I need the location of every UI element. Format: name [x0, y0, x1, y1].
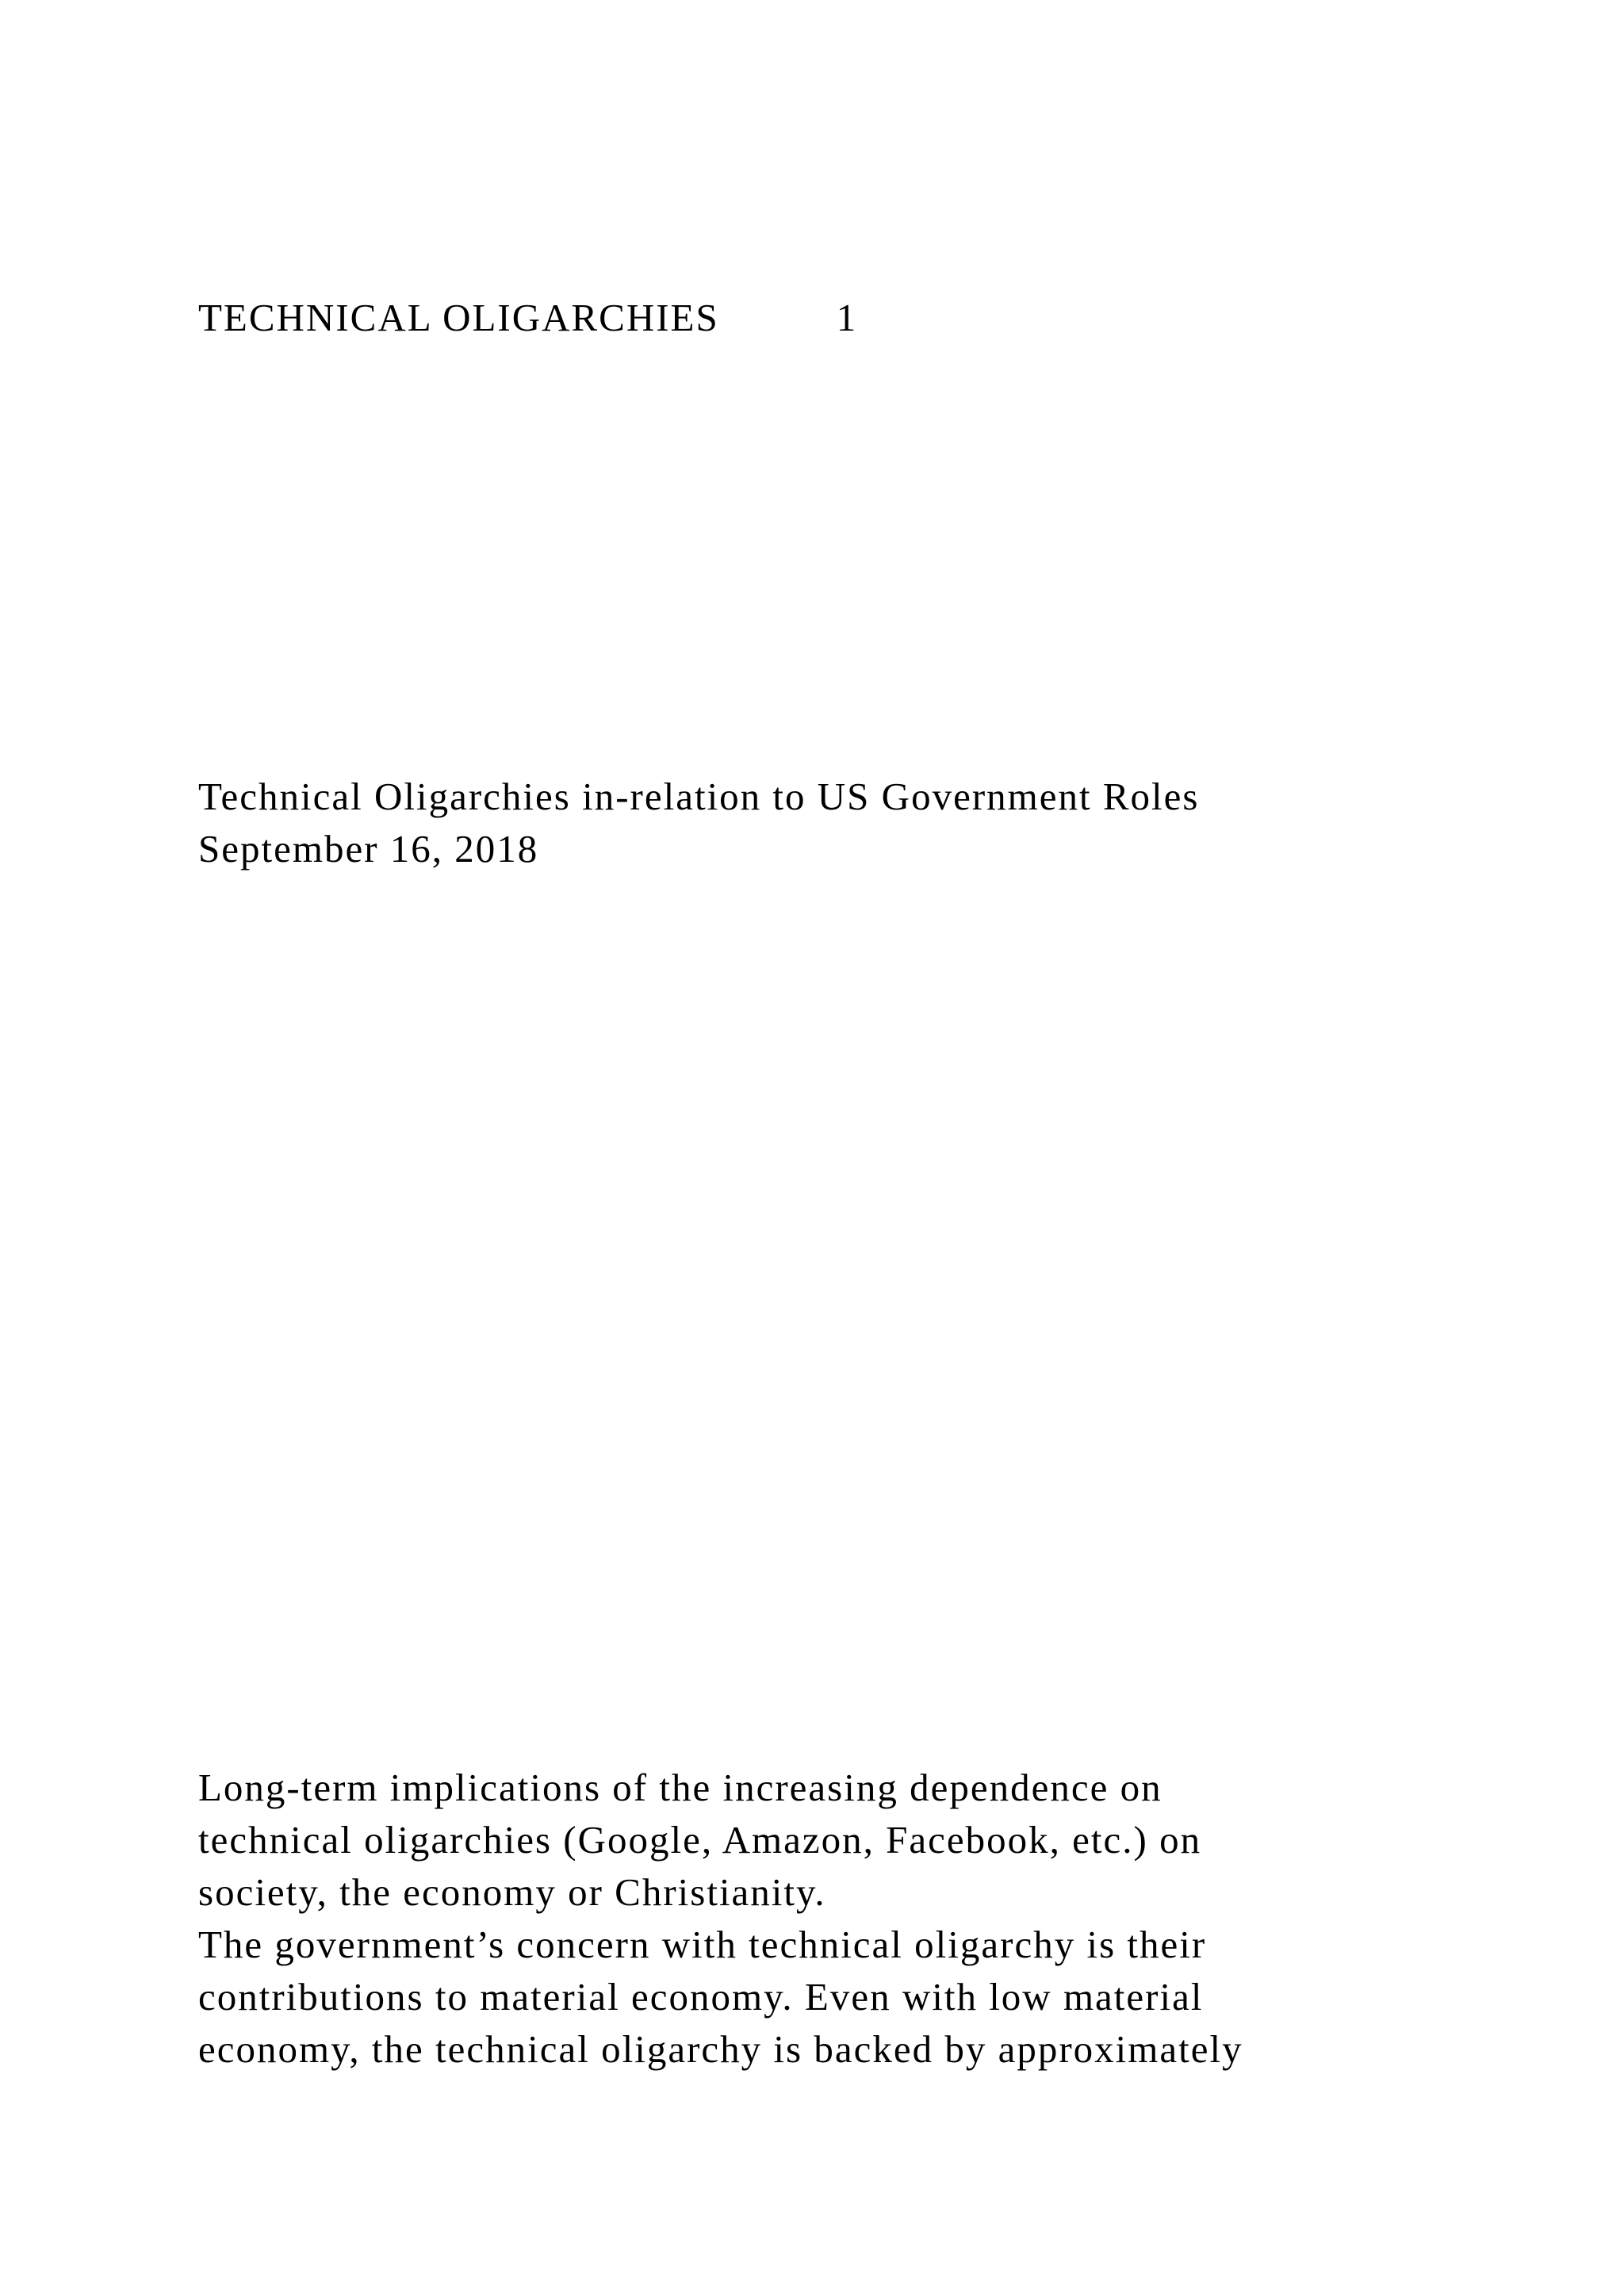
body-text — [198, 1762, 1243, 2076]
running-head-title: TECHNICAL OLIGARCHIES — [198, 296, 719, 339]
running-head — [198, 298, 857, 337]
body-line: The government’s concern with technical oligarchy is their — [198, 1923, 1207, 1966]
paper-title: Technical Oligarchies in-relation to US Government Roles — [198, 775, 1200, 818]
page-number: 1 — [836, 296, 858, 339]
paper-date: September 16, 2018 — [198, 827, 539, 871]
body-line: economy, the technical oligarchy is backed by approximately — [198, 2027, 1243, 2071]
body-line: technical oligarchies (Google, Amazon, Facebook, etc.) on — [198, 1818, 1202, 1862]
body-line: contributions to material economy. Even with low material — [198, 1975, 1204, 2019]
body-line: society, the economy or Christianity. — [198, 1870, 826, 1914]
title-block — [198, 771, 1199, 875]
body-line: Long-term implications of the increasing dependence on — [198, 1766, 1162, 1809]
